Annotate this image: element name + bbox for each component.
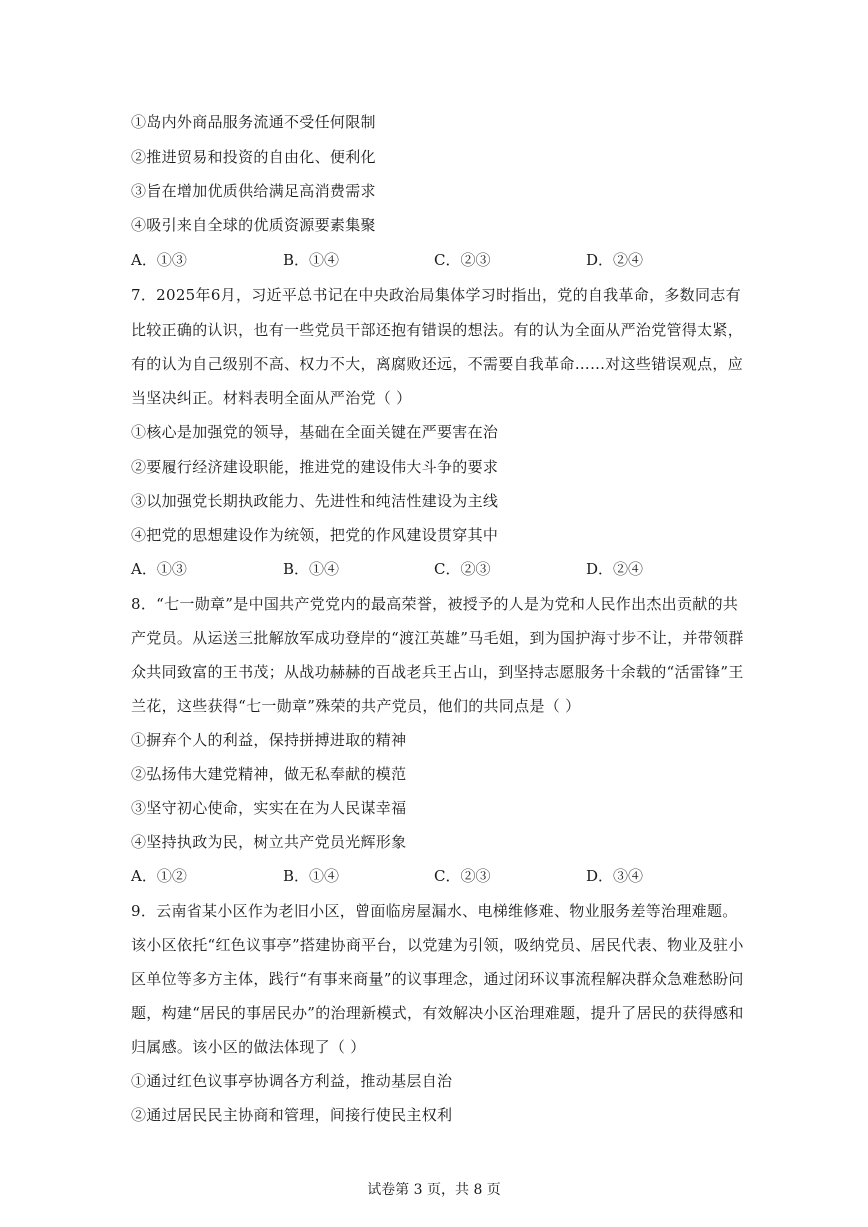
- q6-item-1: ①岛内外商品服务流通不受任何限制: [131, 113, 376, 131]
- q8-item-1: ①摒弃个人的利益，保持拼搏进取的精神: [131, 731, 407, 749]
- q8-item-3: ③坚守初心使命，实实在在为人民谋幸福: [131, 799, 407, 817]
- q9-item-2: ②通过居民民主协商和管理，间接行使民主权利: [131, 1106, 453, 1124]
- q6-item-3: ③旨在增加优质供给满足高消费需求: [131, 182, 376, 200]
- q6-option-a: A．①③: [131, 251, 187, 269]
- q7-item-3: ③以加强党长期执政能力、先进性和纯洁性建设为主线: [131, 492, 499, 510]
- q7-option-a: A．①③: [131, 560, 187, 578]
- q7-stem-line-2: 比较正确的认识，也有一些党员干部还抱有错误的想法。有的认为全面从严治党管得太紧，: [131, 321, 744, 339]
- q8-option-c: C．②③: [434, 867, 491, 885]
- q8-option-a: A．①②: [131, 867, 187, 885]
- q9-stem-line-1: 9．云南省某小区作为老旧小区，曾面临房屋漏水、电梯维修难、物业服务差等治理难题。: [131, 902, 738, 920]
- q8-option-b: B．①④: [283, 867, 340, 885]
- q8-item-4: ④坚持执政为民，树立共产党员光辉形象: [131, 833, 407, 851]
- q6-item-4: ④吸引来自全球的优质资源要素集聚: [131, 216, 376, 234]
- q7-option-b: B．①④: [283, 560, 340, 578]
- q7-stem-line-4: 当坚决纠正。材料表明全面从严治党（ ）: [131, 389, 412, 407]
- q7-stem-line-1: 7．2025年6月，习近平总书记在中央政治局集体学习时指出，党的自我革命，多数同志有: [131, 286, 741, 304]
- q6-option-b: B．①④: [283, 251, 340, 269]
- q7-stem-line-3: 有的认为自己级别不高、权力不大，离腐败还远，不需要自我革命……对这些错误观点，应: [131, 355, 744, 373]
- page-footer: 试卷第 3 页，共 8 页: [367, 1182, 501, 1198]
- q8-stem-line-1: 8．“七一勋章”是中国共产党党内的最高荣誉，被授予的人是为党和人民作出杰出贡献的共: [131, 595, 739, 613]
- q7-item-4: ④把党的思想建设作为统领，把党的作风建设贯穿其中: [131, 526, 499, 544]
- q6-item-2: ②推进贸易和投资的自由化、便利化: [131, 148, 376, 166]
- q8-stem-line-3: 众共同致富的王书茂；从战功赫赫的百战老兵王占山，到坚持志愿服务十余载的“活雷锋”王: [131, 663, 744, 681]
- q9-stem-line-2: 该小区依托“红色议事亭”搭建协商平台，以党建为引领，吸纳党员、居民代表、物业及驻小: [131, 936, 744, 954]
- q9-stem-line-3: 区单位等多方主体，践行“有事来商量”的议事理念，通过闭环议事流程解决群众急难愁盼问: [131, 970, 744, 988]
- q9-item-1: ①通过红色议事亭协调各方利益，推动基层自治: [131, 1072, 453, 1090]
- q8-stem-line-4: 兰花，这些获得“七一勋章”殊荣的共产党员，他们的共同点是（ ）: [131, 697, 581, 715]
- q8-stem-line-2: 产党员。从运送三批解放军成功登岸的“渡江英雄”马毛姐，到为国护海寸步不让，并带领群: [131, 629, 744, 647]
- q7-item-2: ②要履行经济建设职能，推进党的建设伟大斗争的要求: [131, 458, 499, 476]
- q9-stem-line-5: 归属感。该小区的做法体现了（ ）: [131, 1038, 366, 1056]
- q6-option-c: C．②③: [434, 251, 491, 269]
- q8-option-d: D．③④: [586, 867, 644, 885]
- q7-item-1: ①核心是加强党的领导，基础在全面关键在严要害在治: [131, 423, 499, 441]
- q7-option-d: D．②④: [586, 560, 644, 578]
- q7-option-c: C．②③: [434, 560, 491, 578]
- q9-stem-line-4: 题，构建“居民的事居民办”的治理新模式，有效解决小区治理难题，提升了居民的获得感和: [131, 1004, 744, 1022]
- q6-option-d: D．②④: [586, 251, 644, 269]
- q8-item-2: ②弘扬伟大建党精神，做无私奉献的模范: [131, 765, 407, 783]
